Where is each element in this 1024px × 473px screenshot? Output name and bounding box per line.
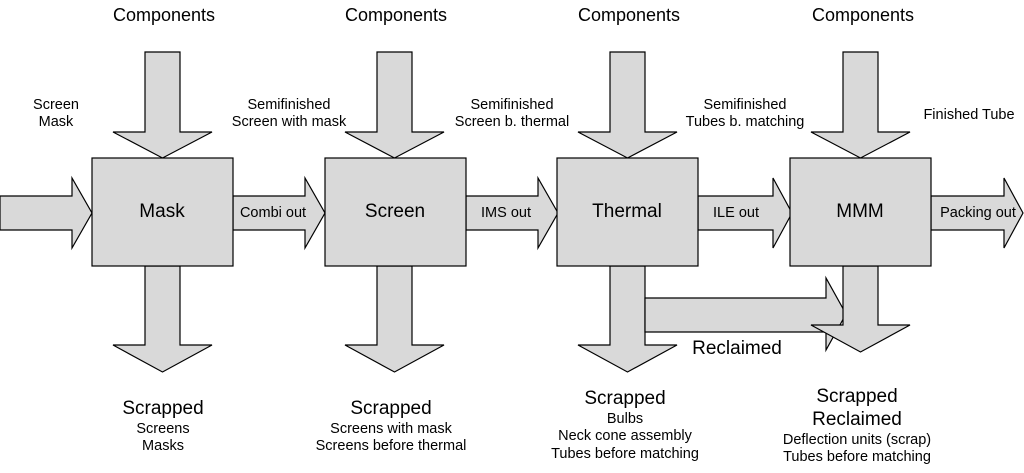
semifinished-label-1: Semifinished Screen with mask <box>231 97 347 131</box>
components-label-mask: Components <box>112 5 216 25</box>
reclaimed-label: Reclaimed <box>692 338 782 359</box>
components-arrow-screen <box>345 52 444 158</box>
semifinished-label-3: Semifinished Tubes b. matching <box>685 97 805 131</box>
thermal-box-label: Thermal <box>592 201 662 222</box>
components-arrow-thermal <box>578 52 677 158</box>
scrapped-label-mask: Scrapped Screens Masks <box>122 398 204 455</box>
scrapped-label-mmm: Scrapped Reclaimed Deflection units (scrap) Tubes before matching <box>782 386 932 465</box>
components-arrow-mmm <box>811 52 910 158</box>
mmm-box-label: MMM <box>836 201 884 222</box>
components-label-screen: Components <box>344 5 448 25</box>
mask-box-label: Mask <box>139 201 185 222</box>
scrapped-arrow-screen <box>345 266 444 372</box>
scrapped-label-thermal: Scrapped Bulbs Neck cone assembly Tubes before matching <box>551 388 699 462</box>
input-arrow <box>0 178 92 248</box>
ims-out-label: IMS out <box>481 205 531 221</box>
input-label: Screen Mask <box>33 97 79 131</box>
ile-out-label: ILE out <box>713 205 759 221</box>
screen-box-label: Screen <box>364 201 426 222</box>
combi-out-label: Combi out <box>239 205 307 221</box>
components-arrow-mask <box>113 52 212 158</box>
components-label-thermal: Components <box>577 5 681 25</box>
finished-tube-label: Finished Tube <box>923 107 1015 123</box>
scrapped-label-screen: Scrapped Screens with mask Screens before thermal <box>315 398 467 455</box>
scrapped-arrow-mask <box>113 266 212 372</box>
semifinished-label-2: Semifinished Screen b. thermal <box>454 97 570 131</box>
components-label-mmm: Components <box>811 5 915 25</box>
packing-out-label: Packing out <box>940 205 1016 221</box>
